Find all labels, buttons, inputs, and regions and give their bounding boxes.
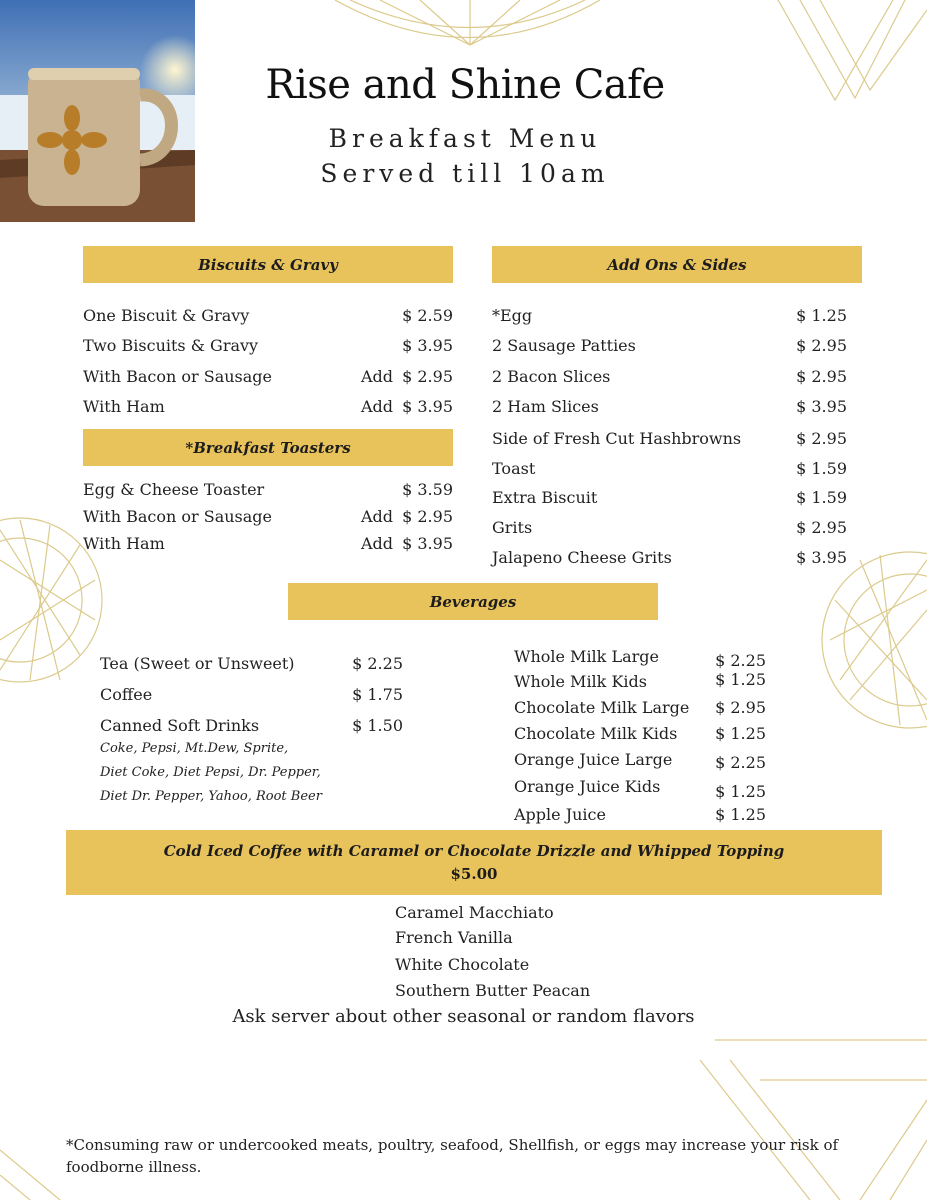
item-price: $ 1.59 xyxy=(796,488,847,507)
item-price: $ 1.25 xyxy=(715,805,766,824)
item-name: 2 Sausage Patties xyxy=(492,336,636,355)
item-name: Egg & Cheese Toaster xyxy=(83,480,265,499)
beverage-row xyxy=(100,685,403,711)
item-name: Chocolate Milk Large xyxy=(514,698,690,717)
item-price: $ 3.95 xyxy=(402,397,453,416)
menu-item-row xyxy=(83,534,453,560)
iced-coffee-price: $5.00 xyxy=(450,864,498,883)
menu-item-row xyxy=(492,488,847,514)
item-name: Orange Juice Large xyxy=(514,750,673,769)
beverage-row xyxy=(100,654,403,680)
flavor-item: Caramel Macchiato xyxy=(395,903,554,922)
menu-item-row xyxy=(492,336,847,362)
item-name: Two Biscuits & Gravy xyxy=(83,336,259,355)
item-name: Jalapeno Cheese Grits xyxy=(492,548,672,567)
flavor-item: Southern Butter Peacan xyxy=(395,981,591,1000)
item-name: Orange Juice Kids xyxy=(514,777,661,796)
item-price: $ 3.59 xyxy=(402,480,453,499)
item-name: Whole Milk Kids xyxy=(514,672,647,691)
beverage-row xyxy=(514,672,766,698)
menu-item-row xyxy=(83,367,453,393)
menu-item-row xyxy=(83,306,453,332)
soft-drinks-note: Diet Coke, Diet Pepsi, Dr. Pepper, xyxy=(100,765,321,780)
flavor-item: French Vanilla xyxy=(395,928,513,947)
menu-item-row xyxy=(492,459,847,485)
item-price: $ 3.95 xyxy=(402,336,453,355)
item-name: One Biscuit & Gravy xyxy=(83,306,250,325)
menu-item-row xyxy=(492,429,847,455)
item-name: Chocolate Milk Kids xyxy=(514,724,678,743)
soft-drinks-note: Diet Dr. Pepper, Yahoo, Root Beer xyxy=(100,789,322,804)
menu-item-row xyxy=(492,367,847,393)
item-add-label: Add xyxy=(361,367,394,386)
item-add-label: Add xyxy=(361,507,394,526)
item-price: $ 1.25 xyxy=(796,306,847,325)
section-header-toasters: *Breakfast Toasters xyxy=(83,429,453,466)
item-name: Whole Milk Large xyxy=(514,647,659,666)
menu-item-row xyxy=(492,518,847,544)
item-name: Side of Fresh Cut Hashbrowns xyxy=(492,429,742,448)
item-price: $ 1.50 xyxy=(352,716,403,735)
health-disclaimer: *Consuming raw or undercooked meats, poultry, seafood, Shellfish, or eggs may increase your risk of foodborne illness. xyxy=(66,1136,839,1176)
item-name: Coffee xyxy=(100,685,153,704)
item-price: $ 3.95 xyxy=(796,397,847,416)
header-photo xyxy=(0,0,195,222)
iced-coffee-banner xyxy=(66,830,882,895)
item-price: $ 2.25 xyxy=(352,654,403,673)
item-name: Toast xyxy=(492,459,536,478)
beverage-row xyxy=(100,716,403,742)
item-price: $ 1.75 xyxy=(352,685,403,704)
item-name: Grits xyxy=(492,518,533,537)
beverage-row xyxy=(514,750,766,776)
item-price: $ 3.95 xyxy=(796,548,847,567)
menu-item-row xyxy=(83,507,453,533)
menu-item-row xyxy=(492,306,847,332)
iced-coffee-title: Cold Iced Coffee with Caramel or Chocolate Drizzle and Whipped Topping xyxy=(163,841,785,860)
item-name: With Ham xyxy=(83,534,165,553)
page-title: Rise and Shine Cafe xyxy=(265,62,665,108)
item-price: $ 2.25 xyxy=(715,651,766,670)
item-add-label: Add xyxy=(361,397,394,416)
item-price: $ 1.59 xyxy=(796,459,847,478)
beverage-row xyxy=(514,805,766,831)
item-name: Tea (Sweet or Unsweet) xyxy=(100,654,295,673)
section-header-biscuits: Biscuits & Gravy xyxy=(83,246,453,283)
item-price: $ 2.95 xyxy=(796,429,847,448)
item-add-label: Add xyxy=(361,534,394,553)
item-price: $ 3.95 xyxy=(402,534,453,553)
item-price: $ 2.95 xyxy=(796,367,847,386)
item-name: 2 Ham Slices xyxy=(492,397,599,416)
item-price: $ 1.25 xyxy=(715,724,766,743)
beverage-row xyxy=(514,698,766,724)
beverage-row xyxy=(514,777,766,803)
menu-item-row xyxy=(492,548,847,574)
item-name: 2 Bacon Slices xyxy=(492,367,611,386)
item-price: $ 1.25 xyxy=(715,670,766,689)
soft-drinks-note: Coke, Pepsi, Mt.Dew, Sprite, xyxy=(100,741,289,756)
item-price: $ 1.25 xyxy=(715,782,766,801)
section-header-addons: Add Ons & Sides xyxy=(492,246,862,283)
ask-server-note: Ask server about other seasonal or random flavors xyxy=(232,1006,695,1027)
item-price: $ 2.25 xyxy=(715,753,766,772)
menu-item-row xyxy=(492,397,847,423)
item-name: *Egg xyxy=(492,306,533,325)
flavor-item: White Chocolate xyxy=(395,955,530,974)
beverage-row xyxy=(514,724,766,750)
item-name: Apple Juice xyxy=(514,805,606,824)
item-price: $ 2.95 xyxy=(796,518,847,537)
item-price: $ 2.95 xyxy=(796,336,847,355)
item-name: Extra Biscuit xyxy=(492,488,598,507)
section-header-beverages: Beverages xyxy=(288,583,658,620)
subtitle-menu: Breakfast Menu xyxy=(328,124,602,153)
item-price: $ 2.59 xyxy=(402,306,453,325)
item-price: $ 2.95 xyxy=(402,367,453,386)
menu-item-row xyxy=(83,397,453,423)
item-name: With Bacon or Sausage xyxy=(83,507,273,526)
item-price: $ 2.95 xyxy=(402,507,453,526)
item-price: $ 2.95 xyxy=(715,698,766,717)
subtitle-hours: Served till 10am xyxy=(320,159,610,188)
item-name: Canned Soft Drinks xyxy=(100,716,260,735)
menu-item-row xyxy=(83,336,453,362)
menu-item-row xyxy=(83,480,453,506)
item-name: With Bacon or Sausage xyxy=(83,367,273,386)
item-name: With Ham xyxy=(83,397,165,416)
